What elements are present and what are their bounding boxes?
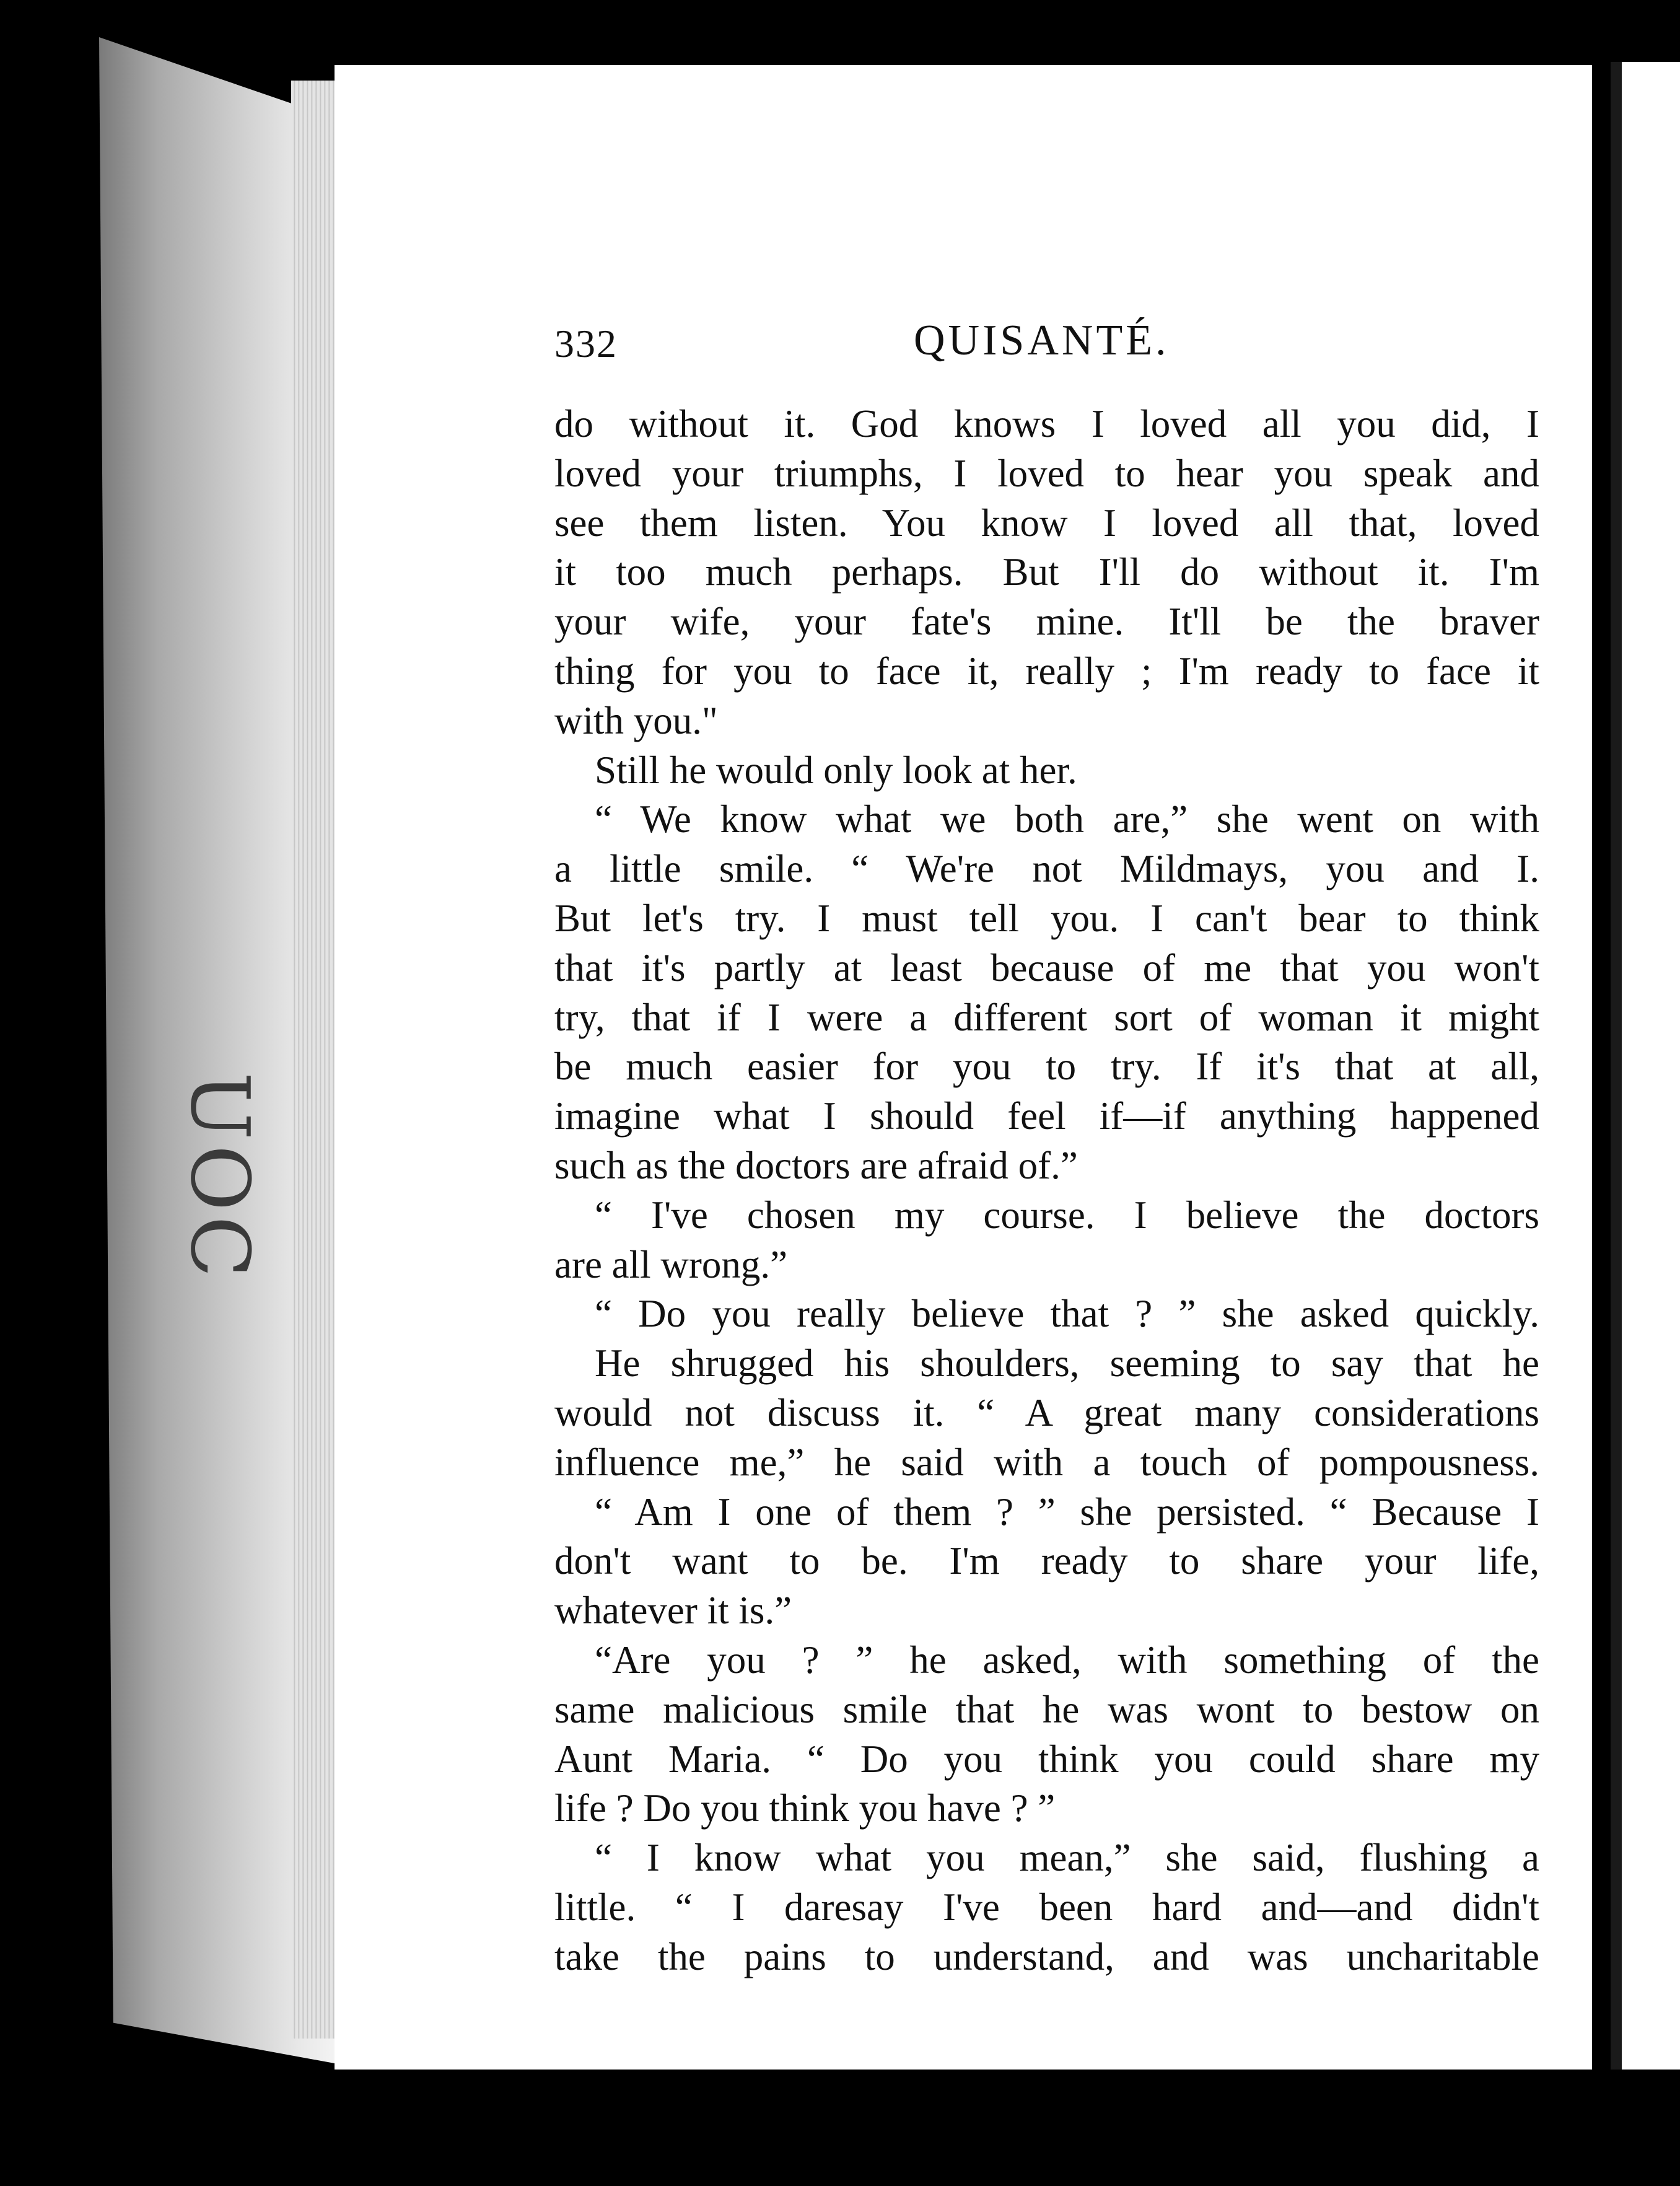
page-number: 332 (554, 322, 618, 366)
text-line: “ Do you really believe that ? ” she asked quickly. (595, 1292, 1539, 1336)
text-line: with you." (554, 698, 718, 742)
text-line: thing for you to face it, really ; I'm ready to face it (554, 649, 1539, 693)
text-line: don't want to be. I'm ready to share your life, (554, 1539, 1539, 1583)
text-line: your wife, your fate's mine. It'll be the braver (554, 600, 1539, 644)
text-line: Still he would only look at her. (595, 748, 1077, 792)
text-line: would not discuss it. “ A great many considerations (554, 1390, 1539, 1434)
book-page (335, 65, 1592, 2070)
text-line: But let's try. I must tell you. I can't bear to think (554, 896, 1539, 940)
text-line: influence me,” he said with a touch of pompousness. (554, 1440, 1539, 1484)
running-head (554, 310, 1539, 378)
text-line: “ I've chosen my course. I believe the doctors (595, 1193, 1539, 1237)
text-line: loved your triumphs, I loved to hear you speak and (554, 451, 1539, 495)
text-line: “Are you ? ” he asked, with something of the (595, 1638, 1539, 1682)
spine-mark: UOC (173, 1072, 267, 1283)
text-line: see them listen. You know I loved all that, loved (554, 501, 1539, 545)
text-line: Aunt Maria. “ Do you think you could share my (554, 1737, 1539, 1781)
text-line: same malicious smile that he was wont to bestow on (554, 1687, 1539, 1731)
page-stack-edges (291, 81, 335, 2039)
text-line: it too much perhaps. But I'll do without it. I'm (554, 550, 1539, 594)
text-line: be much easier for you to try. If it's that at all, (554, 1045, 1539, 1089)
text-line: “ Am I one of them ? ” she persisted. “ Because I (595, 1490, 1539, 1534)
text-line: are all wrong.” (554, 1242, 788, 1286)
text-line: He shrugged his shoulders, seeming to say that he (595, 1341, 1539, 1385)
text-line: take the pains to understand, and was uncharitable (554, 1934, 1539, 1978)
body-text (554, 400, 1539, 1982)
text-line: such as the doctors are afraid of.” (554, 1143, 1078, 1187)
next-page-edge (1611, 62, 1680, 2070)
text-line: try, that if I were a different sort of woman it might (554, 995, 1539, 1039)
text-line: whatever it is.” (554, 1589, 792, 1633)
text-line: a little smile. “ We're not Mildmays, you and I. (554, 847, 1539, 891)
text-line: little. “ I daresay I've been hard and—and didn't (554, 1885, 1539, 1929)
running-title: QUISANTÉ. (914, 317, 1170, 364)
text-line: do without it. God knows I loved all you did, I (554, 402, 1539, 446)
text-line: “ I know what you mean,” she said, flushing a (595, 1836, 1539, 1880)
text-line: that it's partly at least because of me that you won't (554, 946, 1539, 990)
text-line: life ? Do you think you have ? ” (554, 1786, 1056, 1830)
text-line: imagine what I should feel if—if anything happened (554, 1094, 1539, 1138)
text-line: “ We know what we both are,” she went on with (595, 797, 1539, 841)
